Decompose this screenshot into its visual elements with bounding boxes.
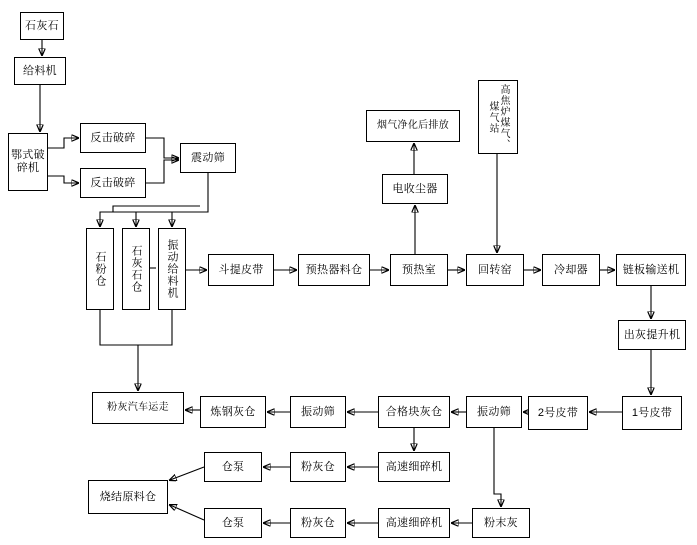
process-node: 振动给料机 [158,228,186,310]
process-node: 高速细碎机 [378,508,450,538]
process-node: 振动筛 [290,396,346,428]
process-node: 回转窑 [466,254,524,286]
process-node: 预热器料仓 [298,254,370,286]
process-node: 预热室 [390,254,448,286]
process-node: 仓泵 [204,508,262,538]
process-node: 石灰石 [20,12,64,40]
process-node: 2号皮带 [528,396,588,430]
process-node: 反击破碎 [80,168,146,198]
process-node: 鄂式破碎机 [8,133,48,191]
process-node: 烟气净化后排放 [366,110,460,142]
process-node: 给料机 [14,57,66,85]
process-node: 烧结原料仓 [88,480,168,514]
process-node: 1号皮带 [622,396,682,430]
process-node: 石灰石仓 [122,228,150,310]
process-node: 斗提皮带 [208,254,274,286]
process-node: 高焦炉煤气、煤气站 [478,80,518,154]
process-node: 粉末灰 [472,508,530,538]
process-node: 粉灰仓 [290,452,346,482]
process-node: 反击破碎 [80,123,146,153]
process-node: 冷却器 [542,254,600,286]
process-node: 合格块灰仓 [378,396,450,428]
process-node: 链板输送机 [616,254,686,286]
process-node: 振动筛 [466,396,522,428]
process-node: 粉灰汽车运走 [92,392,184,424]
process-node: 仓泵 [204,452,262,482]
process-node: 炼钢灰仓 [200,396,266,428]
process-node: 震动筛 [180,143,236,173]
process-node: 石粉仓 [86,228,114,310]
process-node: 高速细碎机 [378,452,450,482]
process-node: 电收尘器 [382,174,448,204]
process-node: 出灰提升机 [618,320,686,350]
process-node: 粉灰仓 [290,508,346,538]
